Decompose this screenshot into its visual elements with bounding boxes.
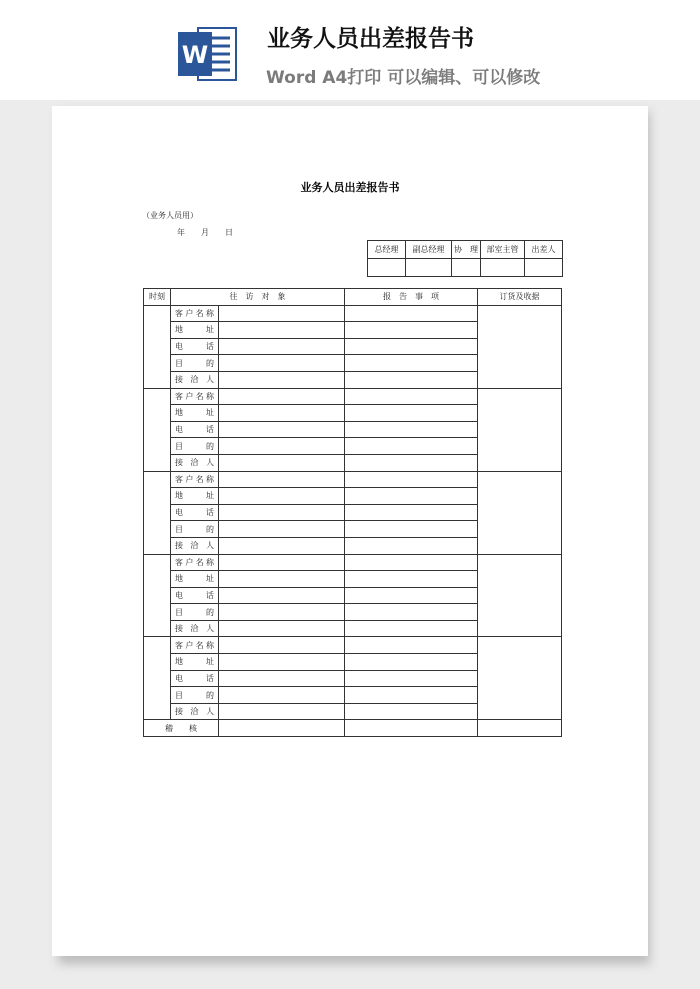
time-cell[interactable] — [144, 471, 171, 554]
report-cell[interactable] — [345, 504, 478, 521]
report-cell[interactable] — [345, 620, 478, 637]
field-label: 电 话 — [171, 338, 219, 355]
time-cell[interactable] — [144, 305, 171, 388]
signature-cell[interactable] — [481, 259, 525, 277]
report-cell[interactable] — [345, 571, 478, 588]
signature-cell[interactable] — [452, 259, 481, 277]
field-label: 接 洽 人 — [171, 620, 219, 637]
word-icon — [176, 22, 240, 86]
field-value-cell[interactable] — [219, 504, 345, 521]
field-label: 客户名称 — [171, 305, 219, 322]
report-cell[interactable] — [345, 654, 478, 671]
orders-cell[interactable] — [478, 554, 562, 637]
approval-header-row — [368, 241, 563, 259]
report-header-row — [144, 289, 562, 306]
orders-cell[interactable] — [478, 637, 562, 720]
field-value-cell[interactable] — [219, 388, 345, 405]
field-value-cell[interactable] — [219, 571, 345, 588]
orders-cell[interactable] — [478, 305, 562, 388]
field-value-cell[interactable] — [219, 703, 345, 720]
orders-cell[interactable] — [478, 388, 562, 471]
field-value-cell[interactable] — [219, 620, 345, 637]
field-value-cell[interactable] — [219, 654, 345, 671]
field-value-cell[interactable] — [219, 471, 345, 488]
field-label: 地 址 — [171, 654, 219, 671]
report-cell[interactable] — [345, 388, 478, 405]
field-label: 目 的 — [171, 521, 219, 538]
field-label: 电 话 — [171, 504, 219, 521]
field-label: 接 洽 人 — [171, 371, 219, 388]
report-cell[interactable] — [345, 355, 478, 372]
report-cell[interactable] — [345, 305, 478, 322]
field-value-cell[interactable] — [219, 637, 345, 654]
field-value-cell[interactable] — [219, 537, 345, 554]
report-cell[interactable] — [345, 521, 478, 538]
signature-cell[interactable] — [406, 259, 452, 277]
report-cell[interactable] — [345, 670, 478, 687]
field-label: 目 的 — [171, 438, 219, 455]
field-label: 地 址 — [171, 571, 219, 588]
report-cell[interactable] — [345, 454, 478, 471]
field-value-cell[interactable] — [219, 687, 345, 704]
field-label: 地 址 — [171, 405, 219, 422]
field-label: 目 的 — [171, 355, 219, 372]
field-label: 电 话 — [171, 421, 219, 438]
date-line: 年 月 日 — [177, 228, 233, 237]
field-label: 接 洽 人 — [171, 537, 219, 554]
field-value-cell[interactable] — [219, 338, 345, 355]
header-report-items: 报 告 事 项 — [345, 289, 478, 306]
report-cell[interactable] — [345, 488, 478, 505]
audit-value-cell[interactable] — [219, 720, 345, 737]
usage-note: （业务人员用） — [142, 211, 198, 220]
table-row — [144, 388, 562, 405]
report-cell[interactable] — [345, 371, 478, 388]
field-value-cell[interactable] — [219, 322, 345, 339]
field-value-cell[interactable] — [219, 305, 345, 322]
approval-table — [367, 240, 563, 277]
approval-header-deputy-manager: 副总经理 — [406, 241, 452, 259]
report-cell[interactable] — [345, 703, 478, 720]
field-value-cell[interactable] — [219, 438, 345, 455]
table-row — [144, 305, 562, 322]
report-cell[interactable] — [345, 604, 478, 621]
field-label: 客户名称 — [171, 471, 219, 488]
field-label: 地 址 — [171, 322, 219, 339]
field-value-cell[interactable] — [219, 355, 345, 372]
time-cell[interactable] — [144, 388, 171, 471]
field-label: 客户名称 — [171, 388, 219, 405]
header-time: 时刻 — [144, 289, 171, 306]
field-label: 客户名称 — [171, 637, 219, 654]
header-orders: 订货及收据 — [478, 289, 562, 306]
report-cell[interactable] — [345, 687, 478, 704]
approval-signature-row — [368, 259, 563, 277]
banner-subtitle: Word A4打印 可以编辑、可以修改 — [266, 68, 541, 88]
field-label: 电 话 — [171, 670, 219, 687]
report-cell[interactable] — [345, 471, 478, 488]
audit-report-cell[interactable] — [345, 720, 478, 737]
field-value-cell[interactable] — [219, 405, 345, 422]
document-page — [52, 106, 648, 956]
time-cell[interactable] — [144, 637, 171, 720]
field-label: 目 的 — [171, 604, 219, 621]
field-value-cell[interactable] — [219, 454, 345, 471]
approval-header-general-manager: 总经理 — [368, 241, 406, 259]
report-cell[interactable] — [345, 421, 478, 438]
field-label: 接 洽 人 — [171, 454, 219, 471]
field-label: 目 的 — [171, 687, 219, 704]
field-value-cell[interactable] — [219, 371, 345, 388]
report-cell[interactable] — [345, 405, 478, 422]
table-row — [144, 471, 562, 488]
svg-text:W: W — [181, 41, 209, 69]
header-visit-target: 往 访 对 象 — [171, 289, 345, 306]
field-label: 客户名称 — [171, 554, 219, 571]
approval-header-assistant-manager: 协 理 — [452, 241, 481, 259]
report-table — [143, 288, 562, 737]
audit-row — [144, 720, 562, 737]
audit-orders-cell[interactable] — [478, 720, 562, 737]
report-cell[interactable] — [345, 554, 478, 571]
template-banner — [0, 0, 700, 100]
orders-cell[interactable] — [478, 471, 562, 554]
time-cell[interactable] — [144, 554, 171, 637]
signature-cell[interactable] — [368, 259, 406, 277]
signature-cell[interactable] — [525, 259, 563, 277]
field-value-cell[interactable] — [219, 521, 345, 538]
field-value-cell[interactable] — [219, 670, 345, 687]
table-row — [144, 554, 562, 571]
document-title: 业务人员出差报告书 — [300, 181, 400, 194]
report-cell[interactable] — [345, 637, 478, 654]
report-cell[interactable] — [345, 438, 478, 455]
approval-header-traveler: 出差人 — [525, 241, 563, 259]
field-label: 接 洽 人 — [171, 703, 219, 720]
table-row — [144, 637, 562, 654]
report-cell[interactable] — [345, 587, 478, 604]
field-value-cell[interactable] — [219, 488, 345, 505]
report-cell[interactable] — [345, 537, 478, 554]
field-value-cell[interactable] — [219, 554, 345, 571]
field-value-cell[interactable] — [219, 587, 345, 604]
field-value-cell[interactable] — [219, 604, 345, 621]
audit-label: 稽 核 — [144, 720, 219, 737]
approval-header-department-head: 部室主管 — [481, 241, 525, 259]
field-value-cell[interactable] — [219, 421, 345, 438]
banner-title: 业务人员出差报告书 — [267, 26, 474, 52]
report-cell[interactable] — [345, 322, 478, 339]
field-label: 电 话 — [171, 587, 219, 604]
report-cell[interactable] — [345, 338, 478, 355]
field-label: 地 址 — [171, 488, 219, 505]
